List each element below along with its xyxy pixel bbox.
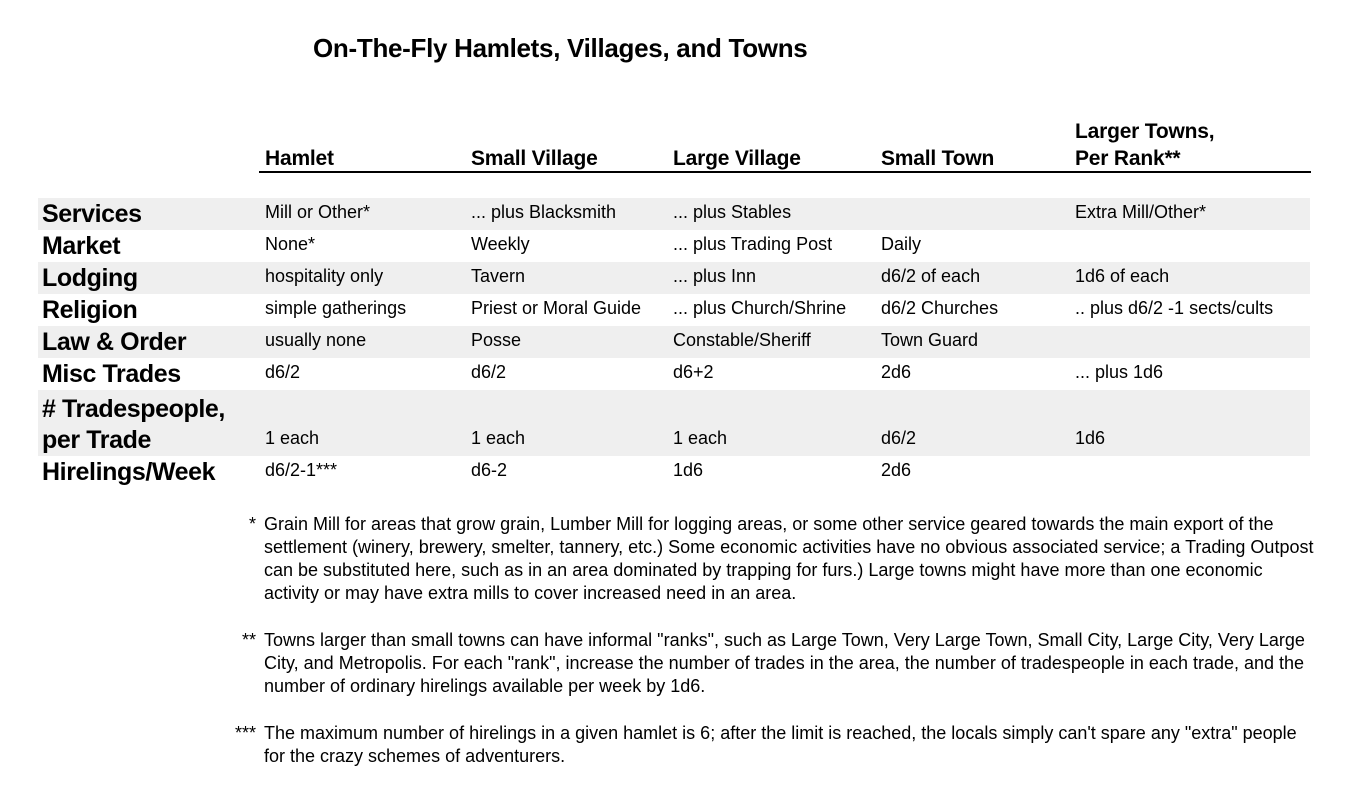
table-cell: None*: [265, 234, 316, 254]
header-divider: [259, 171, 1311, 173]
row-label-services: Services: [42, 200, 142, 228]
footnote-marker: ***: [234, 723, 256, 743]
table-row: [38, 294, 1310, 326]
row-label-religion: Religion: [42, 296, 138, 324]
table-cell: d6/2 Churches: [881, 298, 999, 318]
table-cell: d6/2: [881, 428, 917, 448]
table-row: [38, 358, 1310, 390]
table-row: [38, 456, 1310, 488]
footnote-text: Grain Mill for areas that grow grain, Lumber Mill for logging areas, or some other service geared towards the main export of the settlement (winery, brewery, smelter, tannery, etc.) Some economic activities have no obvious associated service; a Trading Outpost can be substituted here, such as in an area dominated by trapping for furs.) Large towns might have more than one economic activity or may have extra mills to cover increased need in an area.: [264, 514, 1314, 603]
row-label-hirelings-per-week: Hirelings/Week: [42, 458, 216, 486]
table-cell: d6/2: [471, 362, 507, 382]
column-header-small-town: Small Town: [881, 147, 995, 170]
table-cell: Constable/Sheriff: [673, 330, 811, 350]
table-cell: usually none: [265, 330, 367, 350]
table-cell: Tavern: [471, 266, 526, 286]
footnote-text: The maximum number of hirelings in a given hamlet is 6; after the limit is reached, the locals simply can't spare any "extra" people for the crazy schemes of adventurers.: [264, 723, 1297, 766]
table-cell: Weekly: [471, 234, 530, 254]
table-cell: ... plus 1d6: [1075, 362, 1164, 382]
table-cell: Priest or Moral Guide: [471, 298, 642, 318]
column-header-large-village: Large Village: [673, 147, 801, 170]
table-row: [38, 262, 1310, 294]
table-cell: 1d6: [1075, 428, 1106, 448]
table-cell: d6/2-1***: [265, 460, 338, 480]
table-cell: 2d6: [881, 362, 912, 382]
table-cell: Town Guard: [881, 330, 979, 350]
table-row: [38, 390, 1310, 456]
table-row: [38, 198, 1310, 230]
row-label-law-and-order: Law & Order: [42, 328, 187, 356]
table-row: [38, 230, 1310, 262]
row-label-market: Market: [42, 232, 121, 260]
table-cell: ... plus Church/Shrine: [673, 298, 847, 318]
page-title: On-The-Fly Hamlets, Villages, and Towns: [313, 33, 808, 63]
row-label-misc-trades: Misc Trades: [42, 360, 181, 388]
row-label-tradespeople-per-trade: # Tradespeople, per Trade: [42, 395, 225, 454]
table-cell: ... plus Inn: [673, 266, 757, 286]
table-cell: .. plus d6/2 -1 sects/cults: [1075, 298, 1274, 318]
table-cell: ... plus Trading Post: [673, 234, 833, 254]
table-cell: 1d6 of each: [1075, 266, 1170, 286]
column-header-larger-towns: Larger Towns, Per Rank**: [1075, 120, 1215, 170]
column-header-hamlet: Hamlet: [265, 147, 334, 170]
footnote-marker: *: [248, 514, 256, 534]
table-cell: d6+2: [673, 362, 714, 382]
table-cell: ... plus Stables: [673, 202, 792, 222]
table-cell: d6/2 of each: [881, 266, 981, 286]
table-cell: Daily: [881, 234, 922, 254]
table-row: [38, 326, 1310, 358]
table-cell: d6-2: [471, 460, 508, 480]
table-cell: Extra Mill/Other*: [1075, 202, 1207, 222]
footnote-marker: **: [241, 630, 256, 650]
footnote-text: Towns larger than small towns can have informal "ranks", such as Large Town, Very Large Town, Small City, Large City, Very Large City, and Metropolis. For each "rank", increase the number of trades in the area, the number of tradespeople in each trade, and the number of ordinary hirelings available per week by 1d6.: [264, 630, 1305, 696]
column-header-small-village: Small Village: [471, 147, 598, 170]
table-cell: 1 each: [471, 428, 526, 448]
table-cell: simple gatherings: [265, 298, 407, 318]
table-cell: Posse: [471, 330, 522, 350]
table-cell: 1 each: [265, 428, 320, 448]
table-cell: 2d6: [881, 460, 912, 480]
table-cell: 1 each: [673, 428, 728, 448]
row-label-lodging: Lodging: [42, 264, 138, 292]
table-cell: hospitality only: [265, 266, 384, 286]
table-cell: d6/2: [265, 362, 301, 382]
table-cell: Mill or Other*: [265, 202, 371, 222]
table-cell: ... plus Blacksmith: [471, 202, 617, 222]
table-cell: 1d6: [673, 460, 704, 480]
